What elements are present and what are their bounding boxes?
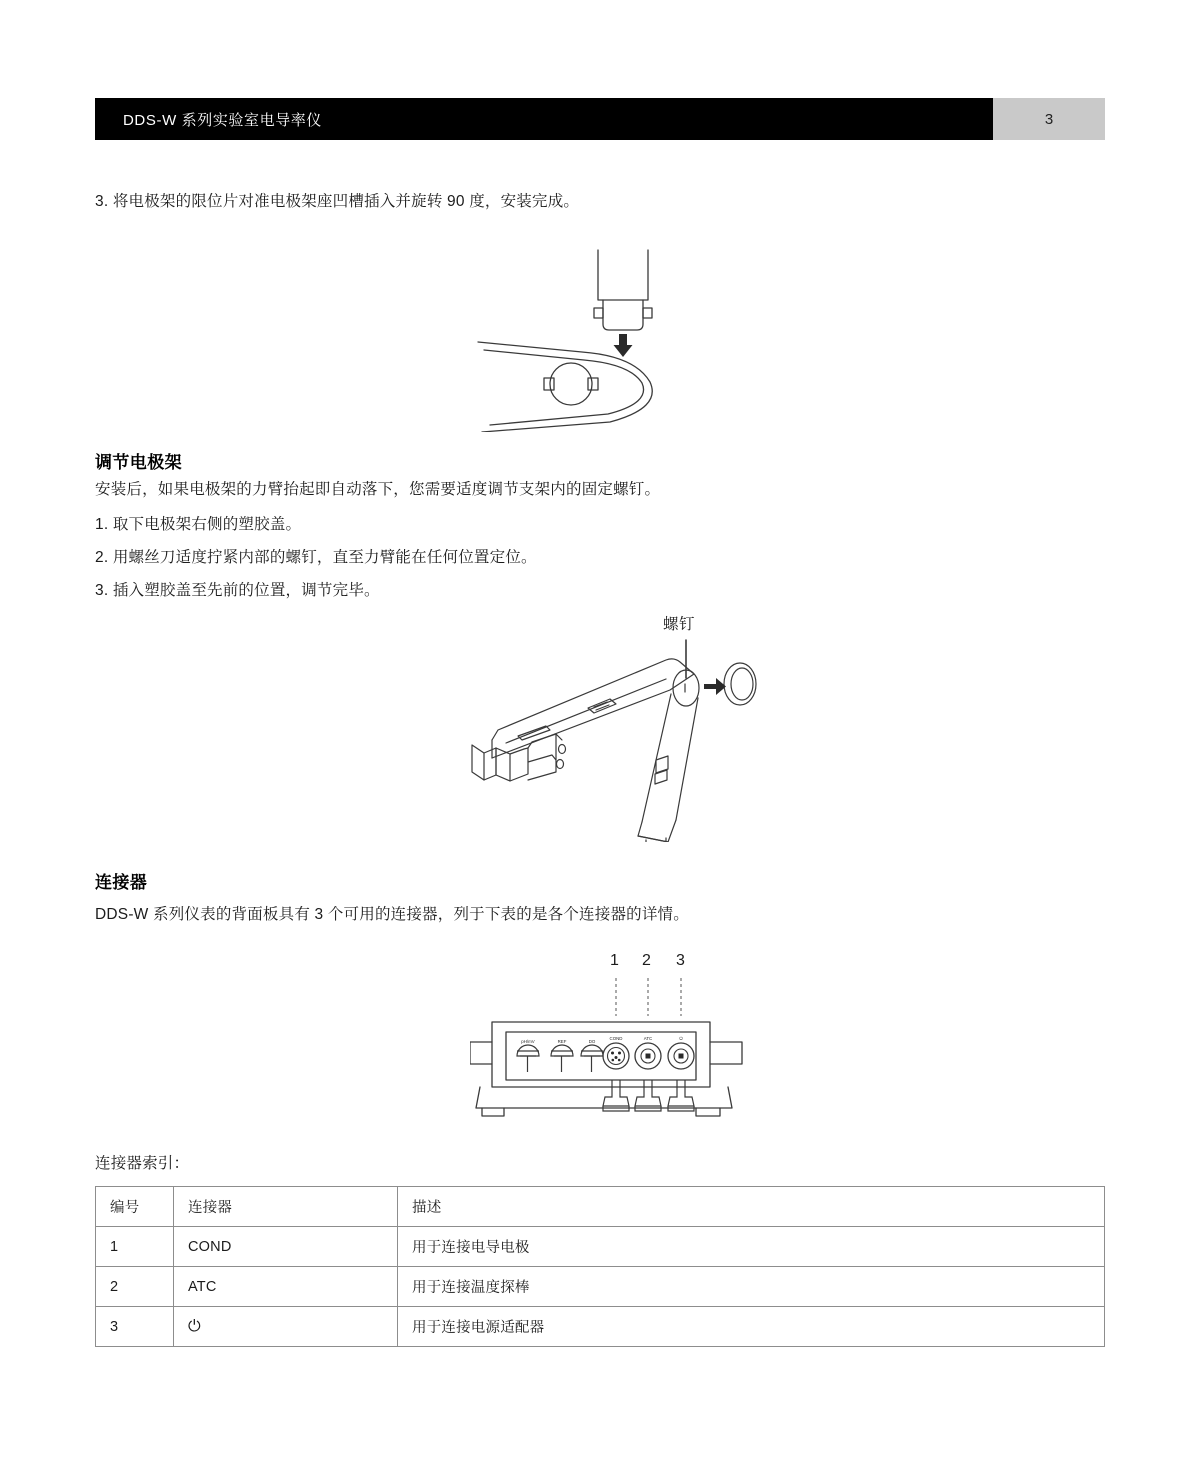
- connector-index-table: [95, 1186, 1105, 1347]
- svg-text:DO: DO: [588, 1039, 596, 1044]
- header-title-bar: [95, 98, 993, 140]
- cell-no: 3: [96, 1307, 174, 1347]
- page-title: DDS-W 系列实验室电导率仪: [123, 111, 322, 129]
- cell-connector: COND: [174, 1227, 398, 1267]
- adjust-intro-text: 安装后，如果电极架的力臂抬起即自动落下，您需要适度调节支架内的固定螺钉。: [95, 481, 661, 498]
- heading-adjust-holder: 调节电极架: [95, 453, 182, 472]
- power-icon: ⏻: [188, 1317, 201, 1335]
- adjust-step-1: 1. 取下电极架右侧的塑胶盖。: [95, 516, 302, 533]
- column-header-no: 编号: [96, 1187, 174, 1227]
- figure-electrode-holder-insert: [470, 242, 770, 432]
- table-header-row: [96, 1187, 1105, 1227]
- figure-rear-panel: [470, 952, 750, 1127]
- heading-connectors: 连接器: [95, 873, 148, 892]
- panel-port-labels: [521, 1036, 683, 1044]
- step-3-top-text: 3. 将电极架的限位片对准电极架座凹槽插入并旋转 90 度，安装完成。: [95, 193, 580, 210]
- callout-number-3: 3: [676, 952, 685, 969]
- cell-no: 1: [96, 1227, 174, 1267]
- page-number: 3: [1044, 110, 1054, 128]
- table-row: [96, 1267, 1105, 1307]
- svg-text:⏻: ⏻: [679, 1036, 683, 1041]
- svg-text:COND: COND: [609, 1036, 623, 1041]
- callout-number-1: 1: [610, 952, 619, 969]
- cell-connector: [174, 1307, 398, 1347]
- table-row: [96, 1307, 1105, 1347]
- adjust-step-2: 2. 用螺丝刀适度拧紧内部的螺钉，直至力臂能在任何位置定位。: [95, 549, 537, 566]
- adjust-step-3: 3. 插入塑胶盖至先前的位置，调节完毕。: [95, 582, 380, 599]
- cell-description: 用于连接电源适配器: [398, 1307, 1105, 1347]
- svg-text:pH/mV: pH/mV: [521, 1039, 535, 1044]
- cell-no: 2: [96, 1267, 174, 1307]
- callout-number-2: 2: [642, 952, 651, 969]
- figure-1-drawing: [470, 242, 770, 432]
- table-row: [96, 1227, 1105, 1267]
- figure-3-drawing: [470, 952, 750, 1127]
- cell-description: 用于连接温度探棒: [398, 1267, 1105, 1307]
- connector-index-label: 连接器索引：: [95, 1155, 190, 1172]
- figure-2-drawing: [470, 612, 780, 842]
- down-arrow-icon: [614, 334, 633, 357]
- page-header: [95, 98, 1105, 140]
- figure-arm-screw-cap: [470, 612, 780, 842]
- svg-text:ATC: ATC: [643, 1036, 653, 1041]
- svg-text:REF: REF: [557, 1039, 567, 1044]
- screw-label: 螺钉: [663, 616, 696, 633]
- callout-leader-lines: [616, 978, 681, 1016]
- cell-connector: ATC: [174, 1267, 398, 1307]
- connector-intro-text: DDS-W 系列仪表的背面板具有 3 个可用的连接器，列于下表的是各个连接器的详情。: [95, 906, 689, 923]
- cell-description: 用于连接电导电极: [398, 1227, 1105, 1267]
- right-arrow-icon: [704, 678, 726, 695]
- column-header-description: 描述: [398, 1187, 1105, 1227]
- page-number-box: [993, 98, 1105, 140]
- column-header-connector: 连接器: [174, 1187, 398, 1227]
